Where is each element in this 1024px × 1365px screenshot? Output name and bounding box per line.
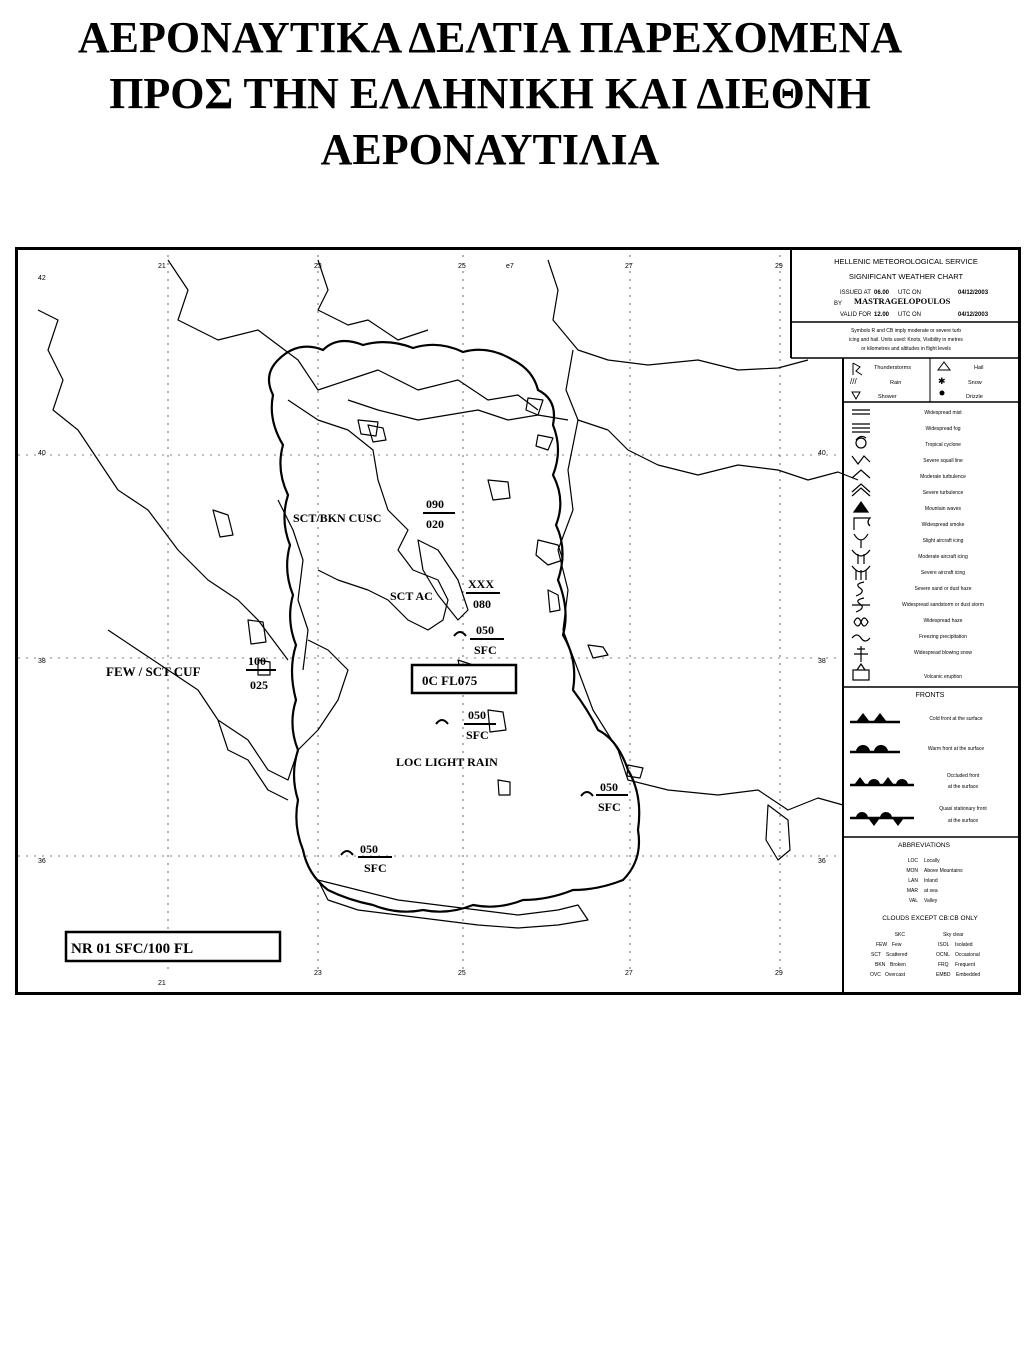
limnos-island <box>488 480 510 500</box>
peloponnese-south <box>218 720 288 800</box>
legend-mountain-waves: Mountain waves <box>924 506 962 512</box>
phenomena-icons <box>852 410 870 680</box>
thunderstorm-icon <box>853 363 862 375</box>
cloud-meaning: Few <box>892 942 902 948</box>
abbreviations-legend <box>898 842 963 904</box>
abbr-code: LOC <box>907 858 918 864</box>
cloud-code: EMBD <box>936 972 951 978</box>
legend-label: Thunderstorms <box>874 365 911 371</box>
chios-island <box>548 590 560 612</box>
turbulence-top-level: 050 <box>476 623 494 637</box>
turbulence-base-level: SFC <box>466 728 489 742</box>
units-note <box>849 328 963 352</box>
legend-occluded-front: at the surface <box>947 784 979 790</box>
legend-warm-front: Warm front at the surface <box>927 746 985 752</box>
chart-level-range: NR 01 SFC/100 FL <box>71 941 194 957</box>
utc-on-label: UTC ON <box>898 312 921 318</box>
turbulence-icon <box>454 632 466 636</box>
valid-time: 12.00 <box>874 312 890 318</box>
abbr-meaning: Above Mountains <box>924 868 963 874</box>
severe-turbulence-icon <box>852 484 870 496</box>
fronts-heading: FRONTS <box>915 692 945 699</box>
abbr-code: VAL <box>908 898 918 904</box>
squall-line-icon <box>852 456 870 464</box>
phenomena-legend <box>902 410 984 680</box>
naxos-island <box>488 710 506 732</box>
lon-label-bottom: 21 <box>158 980 166 987</box>
border-line-2 <box>318 260 428 340</box>
lon-label-bottom: 23 <box>314 970 322 977</box>
hail-icon <box>938 362 950 370</box>
legend-mist: Widespread mist <box>924 410 962 416</box>
cloud-base-level: 020 <box>426 517 444 531</box>
legend-label: Rain <box>890 380 902 386</box>
lon-label-bottom: 27 <box>625 970 633 977</box>
cloud-top-level: 090 <box>426 497 444 511</box>
lon-label-bottom: 29 <box>775 970 783 977</box>
weather-annotations <box>66 497 628 961</box>
legend-squall: Severe squall line <box>923 458 963 464</box>
lon-label-top: 29 <box>775 263 783 270</box>
legend-occluded-front: Occluded front <box>946 773 980 779</box>
cloud-meaning: Embedded <box>956 972 981 978</box>
forecaster-name: MASTRAGELOPOULOS <box>854 296 951 306</box>
snow-icon: ✱ <box>938 376 946 386</box>
lon-label-top: 21 <box>158 263 166 270</box>
turbulence-icon <box>581 792 593 796</box>
turbulence-base-level: SFC <box>364 861 387 875</box>
cloud-base-level: 025 <box>250 678 268 692</box>
cloud-meaning: Isolated <box>955 942 973 948</box>
cloud-meaning: Occasional <box>955 952 980 958</box>
legend-cold-front: Cold front at the surface <box>929 716 983 722</box>
issue-info <box>834 290 989 318</box>
by-label: BY <box>834 301 843 307</box>
legend-label: Drizzle <box>966 394 983 400</box>
legend-panel <box>791 250 1018 992</box>
legend-label: Snow <box>968 380 982 386</box>
legend-freezing-precip: Freezing precipitation <box>919 634 967 640</box>
dust-haze-icon <box>856 582 864 596</box>
lon-label-top: 27 <box>625 263 633 270</box>
peloponnese-coast <box>108 630 348 780</box>
significant-weather-chart <box>15 247 1021 995</box>
lake-3 <box>358 420 378 436</box>
cloud-meaning: Scattered <box>886 952 908 958</box>
lake-2 <box>536 435 553 450</box>
precip-legend <box>850 362 983 400</box>
lon-label-top: 25 <box>458 263 466 270</box>
slight-icing-icon <box>854 534 868 548</box>
black-sea-coast-2 <box>566 350 608 430</box>
cloud-code: SCT <box>871 952 881 958</box>
legend-mod-turbulence: Moderate turbulence <box>920 474 966 480</box>
chart-header <box>834 257 978 281</box>
corfu-island <box>213 510 233 537</box>
legend-sandstorm: Widespread sandstorm or dust storm <box>902 602 984 608</box>
legend-smoke: Widespread smoke <box>921 522 965 528</box>
legend-stationary-front: at the surface <box>947 818 979 824</box>
lon-label-bottom: 25 <box>458 970 466 977</box>
icing-level-label: 0C FL075 <box>422 673 478 688</box>
cloud-meaning: Frequent <box>955 962 976 968</box>
lat-label-right: 36 <box>818 858 826 865</box>
abbreviations-heading: ABBREVIATIONS <box>898 842 950 849</box>
turbulence-base-level: SFC <box>598 800 621 814</box>
rain-icon: /// <box>850 377 857 386</box>
freezing-precip-icon <box>852 635 870 641</box>
severe-icing-icon <box>852 566 870 580</box>
cloud-code: BKN <box>875 962 886 968</box>
cloud-code: Sky clear <box>943 932 964 938</box>
cloud-code: OCNL <box>936 952 950 958</box>
lon-label-top: 23 <box>314 263 322 270</box>
samos-island <box>588 645 608 658</box>
issued-label: ISSUED AT <box>840 290 871 296</box>
mist-icon <box>852 410 870 414</box>
cloud-label-sct-bkn: SCT/BKN CUSC <box>293 511 382 525</box>
turbulence-icon <box>341 851 353 855</box>
crete-island <box>318 880 588 928</box>
moderate-icing-icon <box>852 550 870 564</box>
shower-icon <box>852 392 860 399</box>
abbr-meaning: Locally <box>924 858 940 864</box>
valid-label: VALID FOR <box>840 312 872 318</box>
lat-label-left: 42 <box>38 275 46 282</box>
kefalonia-island <box>248 620 266 644</box>
graticule <box>18 255 838 975</box>
cloud-meaning: Overcast <box>885 972 906 978</box>
legend-haze: Widespread haze <box>923 618 963 624</box>
lake <box>526 398 543 415</box>
map-area <box>18 255 858 987</box>
abbr-meaning: Inland <box>924 878 938 884</box>
legend-dust-haze: Severe sand or dust haze <box>914 586 972 592</box>
issued-date: 04/12/2003 <box>958 290 989 296</box>
drizzle-icon <box>940 391 945 396</box>
clouds-legend <box>870 915 980 978</box>
cloud-label-sct-ac: SCT AC <box>390 589 433 603</box>
legend-slight-icing: Slight aircraft icing <box>922 538 964 544</box>
cloud-top-level: XXX <box>468 577 494 591</box>
turbulence-top-level: 050 <box>468 708 486 722</box>
turkey-coast-west <box>558 420 843 810</box>
abbr-meaning: at sea <box>924 888 938 894</box>
black-sea-coast <box>548 260 808 370</box>
legend-blowing-snow: Widespread blowing snow <box>913 650 973 656</box>
euboea-island <box>418 540 468 620</box>
mountain-waves-icon <box>854 502 868 512</box>
cyclone-icon <box>856 436 866 448</box>
clouds-heading: CLOUDS EXCEPT CB:CB ONLY <box>882 915 978 922</box>
santorini-island <box>498 780 510 795</box>
balkan-coast <box>38 310 288 660</box>
legend-volcanic: Volcanic eruption <box>923 674 963 680</box>
legend-label: Hail <box>974 365 984 371</box>
moderate-turbulence-icon <box>852 470 870 478</box>
weather-area-boundary <box>269 341 639 912</box>
turbulence-base-level: SFC <box>474 643 497 657</box>
rhodes-island <box>766 805 790 860</box>
cloud-code: FRQ <box>938 962 949 968</box>
volcano-icon <box>853 664 869 680</box>
lat-label-left: 40 <box>38 450 46 457</box>
lat-label-left: 36 <box>38 858 46 865</box>
sandstorm-icon <box>852 598 870 612</box>
rain-label: LOC LIGHT RAIN <box>396 755 498 769</box>
lat-label-right: 38 <box>818 658 826 665</box>
lat-label-right: 40 <box>818 450 826 457</box>
border-line <box>168 260 538 410</box>
graticule-labels <box>38 263 826 987</box>
cloud-top-level: 100 <box>248 654 266 668</box>
cloud-meaning: Broken <box>890 962 906 968</box>
abbr-code: MAR <box>906 888 918 894</box>
legend-cyclone: Tropical cyclone <box>925 442 961 448</box>
chart-svg <box>18 250 1018 992</box>
title-line-1: ΑΕΡΟΝΑΥΤΙΚΑ ΔΕΛΤΙΑ ΠΑΡΕΧΟΜΕΝΑ <box>77 13 903 62</box>
coastlines <box>38 260 858 928</box>
valid-date: 04/12/2003 <box>958 312 989 318</box>
abbr-meaning: Valley <box>924 898 938 904</box>
page-title <box>0 10 980 178</box>
legend-label: Shower <box>878 394 897 400</box>
haze-icon <box>854 618 868 626</box>
cloud-code: ISOL <box>938 942 950 948</box>
legend-sev-icing: Severe aircraft icing <box>920 570 966 576</box>
note-line: Symbols R and CB imply moderate or severe turb <box>850 328 962 334</box>
smoke-icon <box>854 518 870 530</box>
turbulence-top-level: 050 <box>600 780 618 794</box>
title-line-2: ΠΡΟΣ ΤΗΝ ΕΛΛΗΝΙΚΗ ΚΑΙ ΔΙΕΘΝΗ <box>109 69 871 118</box>
cloud-label-few-sct: FEW / SCT CUF <box>106 664 201 679</box>
cold-front-icon <box>856 713 887 722</box>
legend-mod-icing: Moderate aircraft icing <box>918 554 968 560</box>
abbr-code: LAN <box>908 878 918 884</box>
blowing-snow-icon <box>854 646 868 662</box>
note-line: icing and hail. Units used: Knots, Visibility in metres <box>849 337 963 343</box>
greece-west-coast <box>278 500 308 670</box>
turbulence-icon <box>436 720 448 724</box>
chart-name: SIGNIFICANT WEATHER CHART <box>848 272 964 281</box>
issued-time: 06.00 <box>874 290 890 296</box>
title-line-3: ΑΕΡΟΝΑΥΤΙΛΙΑ <box>320 125 660 174</box>
legend-fog: Widespread fog <box>925 426 961 432</box>
legend-stationary-front: Quasi stationary front <box>939 806 987 812</box>
utc-on-label: UTC ON <box>898 290 921 296</box>
cloud-code: SKC <box>894 932 905 938</box>
turbulence-top-level: 050 <box>360 842 378 856</box>
thrace-coast <box>348 400 568 420</box>
cloud-code: FEW <box>876 942 888 948</box>
cloud-code: OVC <box>870 972 881 978</box>
legend-sev-turbulence: Severe turbulence <box>922 490 964 496</box>
note-line: or kilometres and altitudes in flight levels <box>861 346 951 352</box>
lon-label-top: e7 <box>506 263 514 270</box>
lat-label-left: 38 <box>38 658 46 665</box>
abbr-code: MON <box>906 868 918 874</box>
cloud-base-level: 080 <box>473 597 491 611</box>
fog-icon <box>852 424 870 432</box>
service-name: HELLENIC METEOROLOGICAL SERVICE <box>834 257 978 266</box>
fronts-legend <box>850 692 987 826</box>
